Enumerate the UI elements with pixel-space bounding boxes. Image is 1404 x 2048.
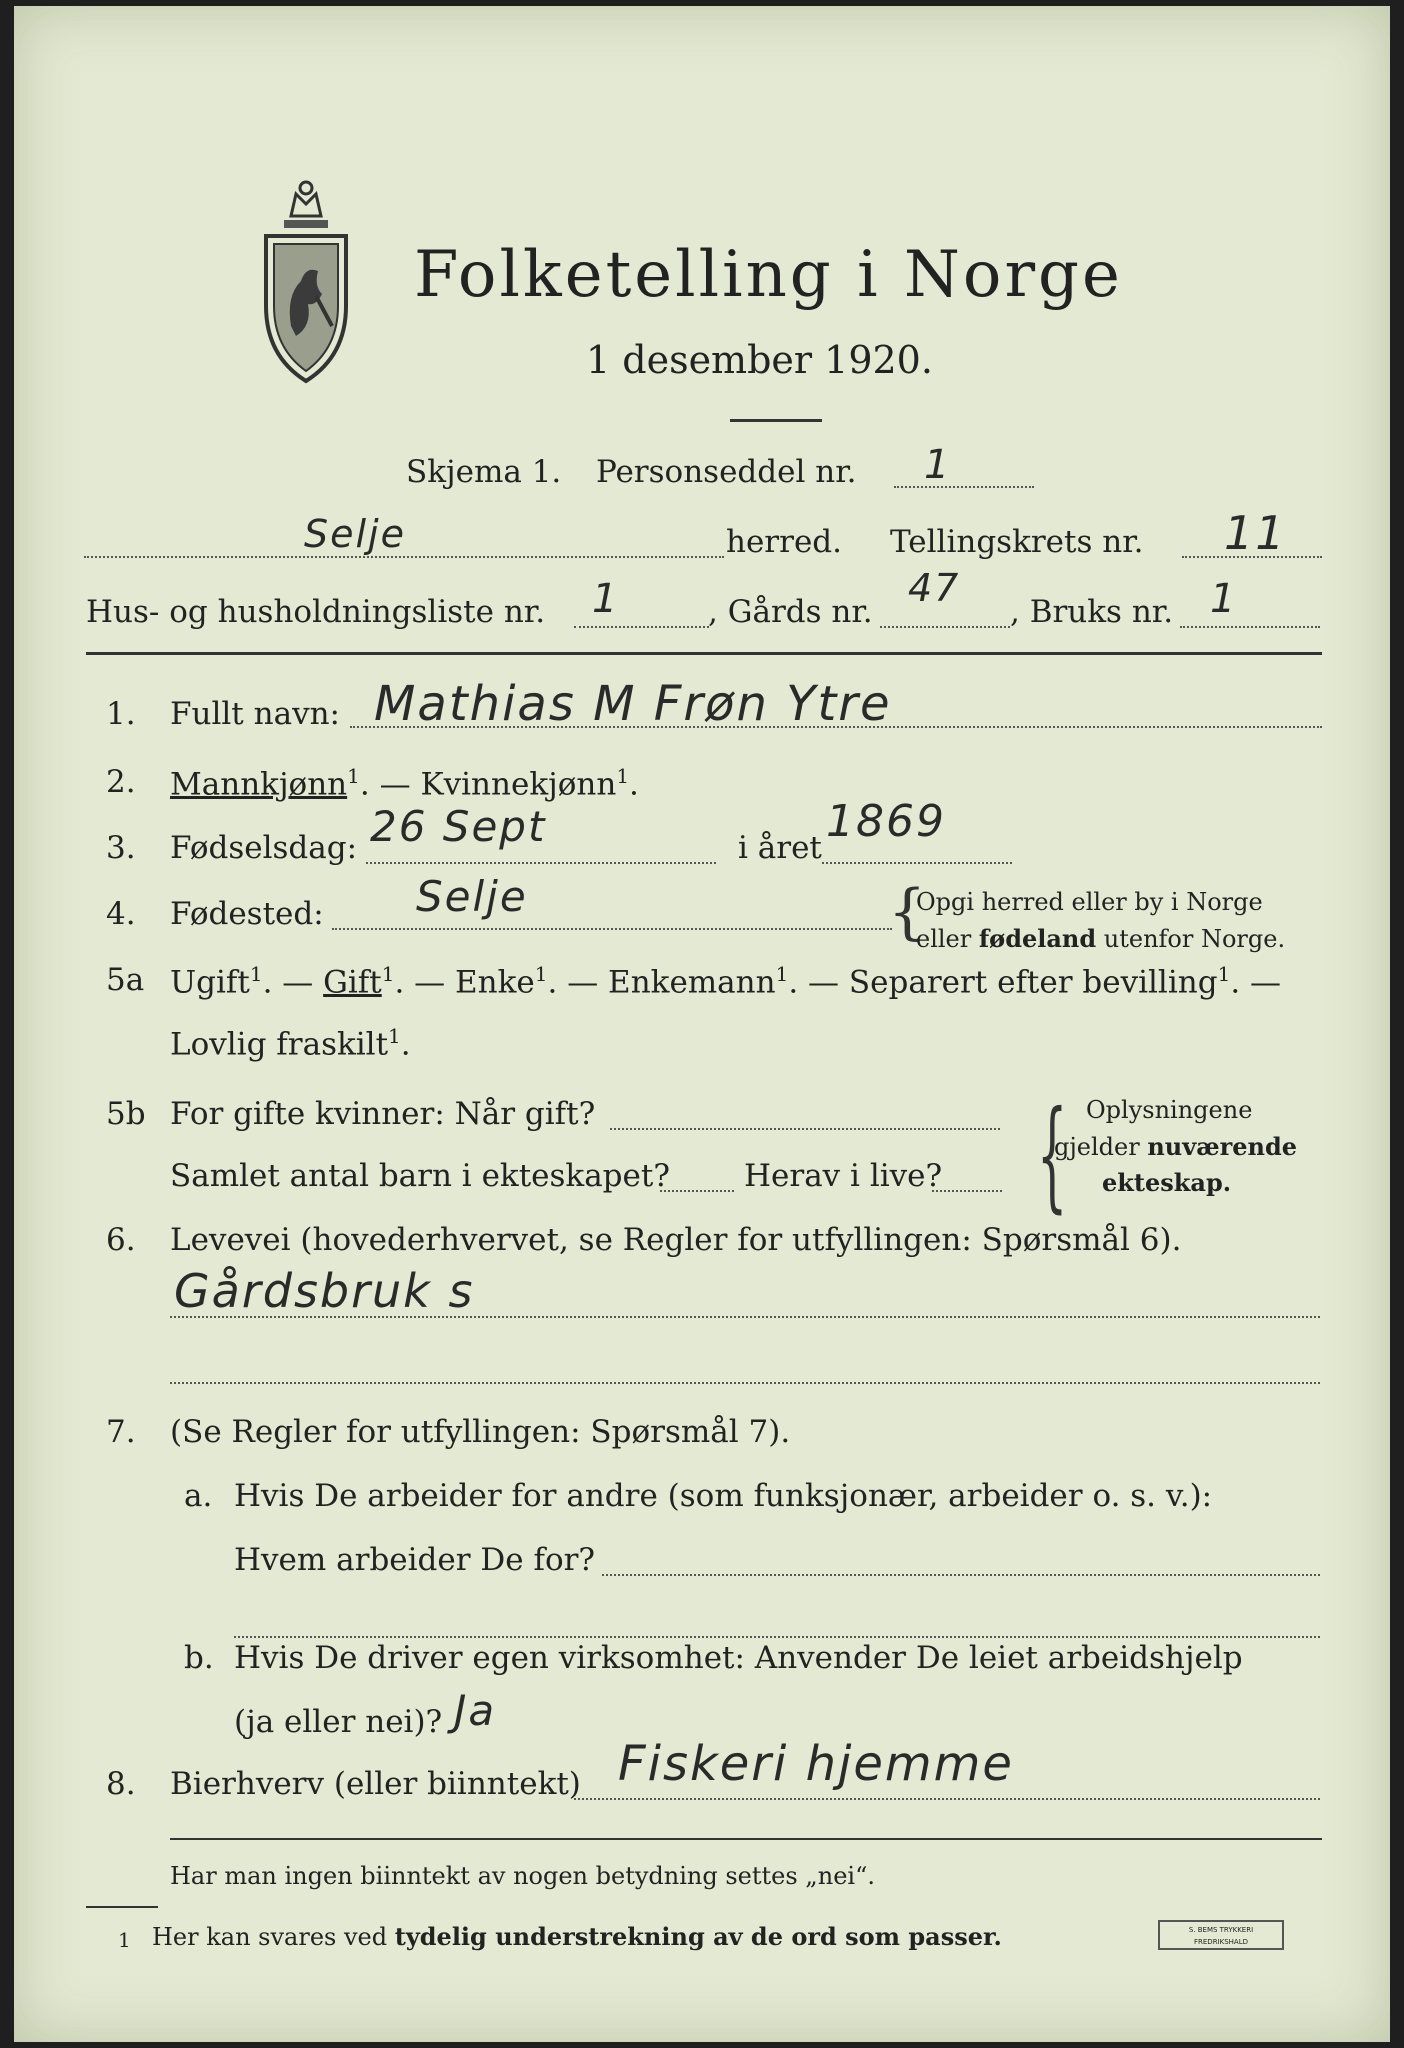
q7b-label: (ja eller nei)?	[234, 1704, 443, 1740]
q5b-brace: {	[1036, 1086, 1068, 1225]
q8-label: Bierhverv (eller biinntekt)	[170, 1766, 581, 1802]
q2-options: Mannkjønn$^1$. — Kvinnekjønn$^1$.	[170, 764, 639, 803]
q2-option-female: . — Kvinnekjønn	[359, 766, 617, 803]
gards-line	[880, 626, 1010, 628]
q4-value: Selje	[416, 872, 528, 921]
personseddel-line	[894, 486, 1034, 488]
q7b-number: b.	[184, 1640, 214, 1676]
q8-number: 8.	[106, 1766, 136, 1802]
q8-value: Fiskeri hjemme	[618, 1736, 1014, 1792]
q6-value: Gårdsbruk s	[174, 1264, 475, 1318]
bruks-label: , Bruks nr.	[1010, 594, 1174, 630]
q5b-number: 5b	[106, 1096, 146, 1132]
hus-label: Hus- og husholdningsliste nr.	[86, 594, 546, 630]
q2-number: 2.	[106, 764, 136, 800]
bruks-value: 1	[1210, 576, 1238, 622]
q7-number: 7.	[106, 1414, 136, 1450]
q7b-text: Hvis De driver egen virksomhet: Anvender De leiet arbeidshjelp	[234, 1640, 1243, 1676]
q5a-options: Ugift$^1$. — Gift$^1$. — Enke$^1$. — Enkemann$^1$. — Separert efter bevilling$^1$. —	[170, 962, 1282, 1001]
bruks-line	[1180, 626, 1320, 628]
tellingskrets-label: Tellingskrets nr.	[890, 524, 1144, 560]
tellingskrets-value: 11	[1224, 506, 1287, 560]
q7-label: (Se Regler for utfyllingen: Spørsmål 7).	[170, 1414, 791, 1450]
q5b-label-3: Herav i live?	[744, 1158, 943, 1194]
q6-line-2	[170, 1382, 1320, 1384]
personseddel-label: Personseddel nr.	[596, 454, 857, 490]
q3-number: 3.	[106, 830, 136, 866]
q5a-line-2: Lovlig fraskilt$^1$.	[170, 1024, 411, 1063]
footnote-text: Her kan svares ved tydelig understrekning av de ord som passer.	[152, 1922, 1002, 1951]
skjema-label: Skjema 1.	[406, 454, 562, 490]
herred-value: Selje	[304, 512, 406, 556]
q4-label: Fødested:	[170, 896, 324, 932]
q3-line	[366, 862, 716, 864]
q1-label: Fullt navn:	[170, 696, 340, 732]
footer-note: Har man ingen biinntekt av nogen betydning settes „nei“.	[170, 1862, 875, 1890]
footnote-rule	[86, 1906, 158, 1908]
gards-value: 47	[908, 566, 961, 610]
q3-year-line	[822, 862, 1012, 864]
q4-note-line-2: eller fødeland utenfor Norge.	[916, 924, 1286, 953]
q5b-note-3: ekteskap.	[1102, 1168, 1232, 1197]
q7a-line-1	[602, 1574, 1320, 1576]
q7a-number: a.	[184, 1478, 213, 1514]
q5b-note-1: Oplysningene	[1086, 1096, 1253, 1124]
q4-number: 4.	[106, 896, 136, 932]
herred-label: herred.	[726, 524, 842, 560]
q5b-label-2: Samlet antal barn i ekteskapet?	[170, 1158, 670, 1194]
q5b-label-1: For gifte kvinner: Når gift?	[170, 1096, 596, 1132]
coat-of-arms-icon	[246, 176, 366, 386]
q5b-line-3	[932, 1190, 1002, 1192]
q5b-note-2: gjelder nuværende	[1054, 1132, 1298, 1161]
header-rule	[86, 652, 1322, 655]
census-form	[14, 6, 1390, 2042]
q6-number: 6.	[106, 1222, 136, 1258]
gards-label: , Gårds nr.	[708, 594, 873, 630]
q3-year-value: 1869	[826, 796, 946, 847]
q3-value: 26 Sept	[370, 802, 547, 851]
q6-label: Levevei (hovederhvervet, se Regler for utfyllingen: Spørsmål 6).	[170, 1222, 1182, 1258]
herred-line	[84, 556, 724, 558]
q7a-label: Hvem arbeider De for?	[234, 1542, 596, 1578]
q7a-line-2	[234, 1636, 1320, 1638]
footnote-number: 1	[118, 1928, 131, 1952]
q5a-option-gift: Gift	[323, 964, 382, 1001]
personseddel-value: 1	[924, 442, 952, 488]
q3-year-label: i året	[738, 830, 822, 866]
q6-line-1	[170, 1316, 1320, 1318]
q4-line	[332, 928, 892, 930]
hus-value: 1	[592, 576, 620, 622]
q7a-text: Hvis De arbeider for andre (som funksjonær, arbeider o. s. v.):	[234, 1478, 1213, 1514]
printer-stamp: S. BEMS TRYKKERI FREDRIKSHALD	[1158, 1920, 1284, 1950]
footer-rule	[170, 1838, 1322, 1840]
hus-line	[574, 626, 709, 628]
q3-label: Fødselsdag:	[170, 830, 358, 866]
title-divider	[730, 419, 822, 422]
q4-note-line-1: Opgi herred eller by i Norge	[916, 888, 1263, 916]
form-title: Folketelling i Norge	[414, 238, 1123, 312]
q1-value: Mathias M Frøn Ytre	[374, 676, 892, 732]
q8-line	[574, 1798, 1320, 1800]
q4-brace: {	[888, 877, 927, 947]
q2-option-male: Mannkjønn	[170, 766, 348, 803]
q5b-line-2	[660, 1190, 734, 1192]
q1-number: 1.	[106, 696, 136, 732]
q5b-line-1	[610, 1128, 1000, 1130]
q5a-number: 5a	[106, 962, 145, 998]
census-date: 1 desember 1920.	[586, 338, 933, 382]
q7b-value: Ja	[454, 1686, 497, 1735]
